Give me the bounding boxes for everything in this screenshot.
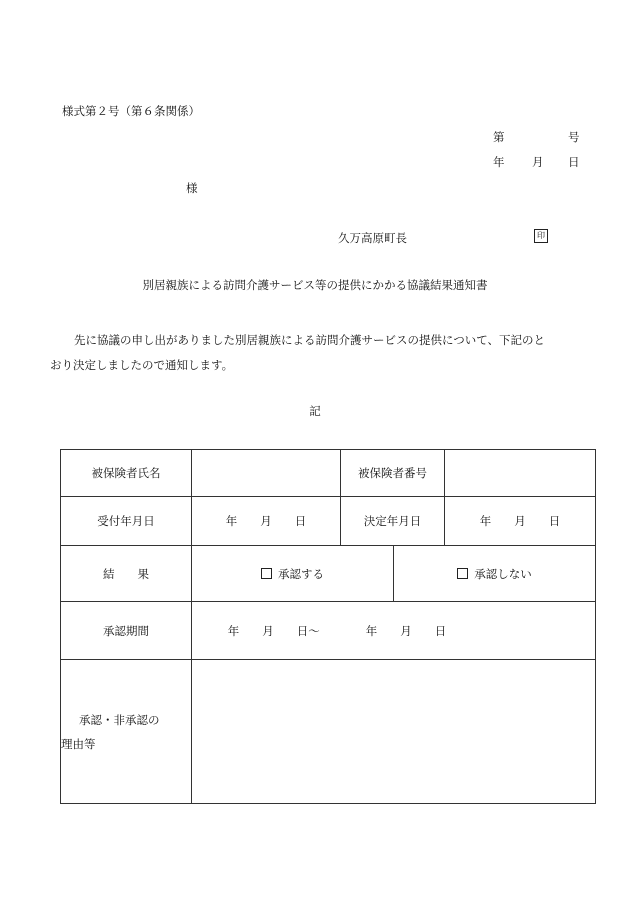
approve-checkbox[interactable] [261, 568, 272, 579]
reason-label-line-2: 理由等 [61, 737, 96, 751]
approve-option[interactable] [192, 546, 393, 601]
insured-name-label: 被保険者氏名 [91, 466, 161, 480]
notice-body-line-2: おり決定しましたので通知します。 [50, 358, 234, 372]
insured-name-field[interactable] [192, 450, 340, 496]
date-month: 月 [532, 155, 544, 169]
document-title: 別居親族による訪問介護サービス等の提供にかかる協議結果通知書 [142, 278, 488, 292]
reason-label-line-1: 承認・非承認の [79, 713, 160, 727]
reject-option-label: 承認しない [474, 566, 532, 581]
approval-period-field[interactable]: 年 月 日～ 年 月 日 [227, 623, 447, 638]
issuer-name: 久万高原町長 [338, 231, 407, 245]
seal-mark: 印 [534, 229, 548, 243]
form-label: 様式第２号（第６条関係） [62, 104, 200, 118]
notice-body-line-1: 先に協議の申し出がありました別居親族による訪問介護サービスの提供について、下記のと [74, 333, 546, 347]
received-date-field[interactable]: 年 月 日 [225, 514, 307, 528]
reason-label [61, 708, 191, 756]
decision-date-label: 決定年月日 [363, 514, 422, 528]
date-day: 日 [568, 155, 580, 169]
approve-option-label: 承認する [278, 566, 324, 581]
reject-checkbox[interactable] [457, 568, 468, 579]
reason-field[interactable] [192, 660, 595, 803]
document-number-prefix: 第 [493, 130, 505, 144]
insured-number-label: 被保険者番号 [358, 466, 427, 480]
date-year: 年 [493, 155, 505, 169]
result-label: 結 果 [103, 566, 149, 581]
addressee-suffix: 様 [186, 181, 198, 195]
decision-date-field[interactable]: 年 月 日 [479, 514, 561, 528]
notice-body [50, 328, 582, 378]
decision-table [60, 449, 596, 804]
approval-period-label: 承認期間 [103, 623, 149, 638]
reject-option[interactable] [394, 546, 595, 601]
ki-heading: 記 [309, 404, 321, 418]
document-number-suffix: 号 [568, 130, 580, 144]
received-date-label: 受付年月日 [97, 514, 155, 528]
insured-number-field[interactable] [445, 450, 595, 496]
